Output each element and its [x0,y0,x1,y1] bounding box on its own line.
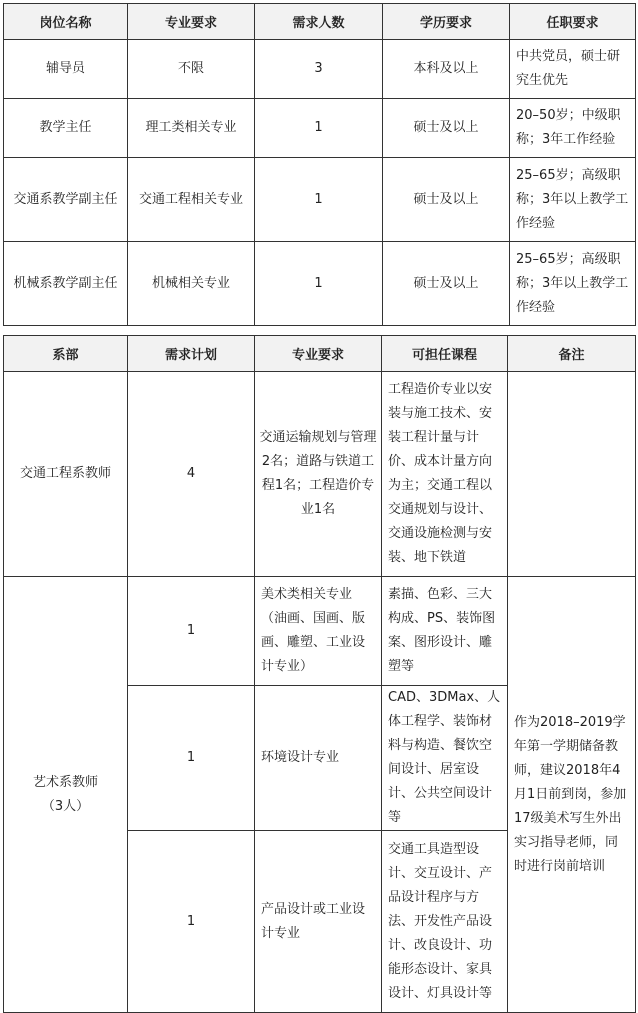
cell-position-name: 机械系教学副主任 [4,242,128,326]
cell-plan: 1 [128,686,255,831]
cell-major: 机械相关专业 [128,242,255,326]
header-degree: 学历要求 [383,4,510,40]
cell-position-name: 辅导员 [4,40,128,99]
cell-major: 理工类相关专业 [128,99,255,158]
cell-courses: 交通工具造型设计、交互设计、产品设计程序与方法、开发性产品设计、改良设计、功能形态设计、家具设计、灯具设计等 [382,831,508,1013]
cell-count: 1 [255,99,383,158]
cell-plan: 1 [128,831,255,1013]
header-requirements: 任职要求 [510,4,636,40]
cell-position-name: 教学主任 [4,99,128,158]
cell-notes: 作为2018–2019学年第一学期储备教师，建议2018年4月1日前到岗，参加17级美术写生外出实习指导老师，同时进行岗前培训 [508,577,636,1013]
cell-major: 交通运输规划与管理2名；道路与铁道工程1名；工程造价专业1名 [255,372,382,577]
cell-courses: CAD、3DMax、人体工程学、装饰材料与构造、餐饮空间设计、居室设计、公共空间设计等 [382,686,508,831]
table-row [4,99,636,158]
cell-major: 产品设计或工业设计专业 [255,831,382,1013]
cell-degree: 本科及以上 [383,40,510,99]
cell-degree: 硕士及以上 [383,158,510,242]
table-row [4,242,636,326]
table-row [4,40,636,99]
table-row [4,158,636,242]
cell-department-art [4,577,128,1013]
cell-degree: 硕士及以上 [383,242,510,326]
cell-count: 1 [255,242,383,326]
header-notes: 备注 [508,336,636,372]
header-department: 系部 [4,336,128,372]
cell-requirements: 中共党员，硕士研究生优先 [510,40,636,99]
cell-major: 美术类相关专业（油画、国画、版画、雕塑、工业设计专业） [255,577,382,686]
cell-plan: 1 [128,577,255,686]
table-header-row [4,4,636,40]
table-row-traffic [4,372,636,577]
header-position-name: 岗位名称 [4,4,128,40]
cell-requirements: 25–65岁；高级职称；3年以上教学工作经验 [510,242,636,326]
cell-degree: 硕士及以上 [383,99,510,158]
department-name: 艺术系教师 [32,774,98,790]
teacher-demand-table [3,335,636,1013]
cell-major: 环境设计专业 [255,686,382,831]
cell-count: 3 [255,40,383,99]
position-requirements-table [3,3,636,326]
cell-courses: 工程造价专业以安装与施工技术、安装工程计量与计价、成本计量方向为主；交通工程以交通规划与设计、交通设施检测与安装、地下铁道 [382,372,508,577]
cell-department: 交通工程系教师 [4,372,128,577]
cell-position-name: 交通系教学副主任 [4,158,128,242]
header-major: 专业要求 [255,336,382,372]
header-major: 专业要求 [128,4,255,40]
table-row-art [4,577,636,686]
cell-major: 不限 [128,40,255,99]
cell-count: 1 [255,158,383,242]
department-count: （3人） [41,798,90,814]
table-header-row [4,336,636,372]
cell-courses: 素描、色彩、三大构成、PS、装饰图案、图形设计、雕塑等 [382,577,508,686]
header-count: 需求人数 [255,4,383,40]
header-courses: 可担任课程 [382,336,508,372]
cell-requirements: 25–65岁；高级职称；3年以上教学工作经验 [510,158,636,242]
cell-requirements: 20–50岁；中级职称；3年工作经验 [510,99,636,158]
cell-major: 交通工程相关专业 [128,158,255,242]
cell-plan: 4 [128,372,255,577]
cell-notes-empty [508,372,636,577]
header-plan: 需求计划 [128,336,255,372]
